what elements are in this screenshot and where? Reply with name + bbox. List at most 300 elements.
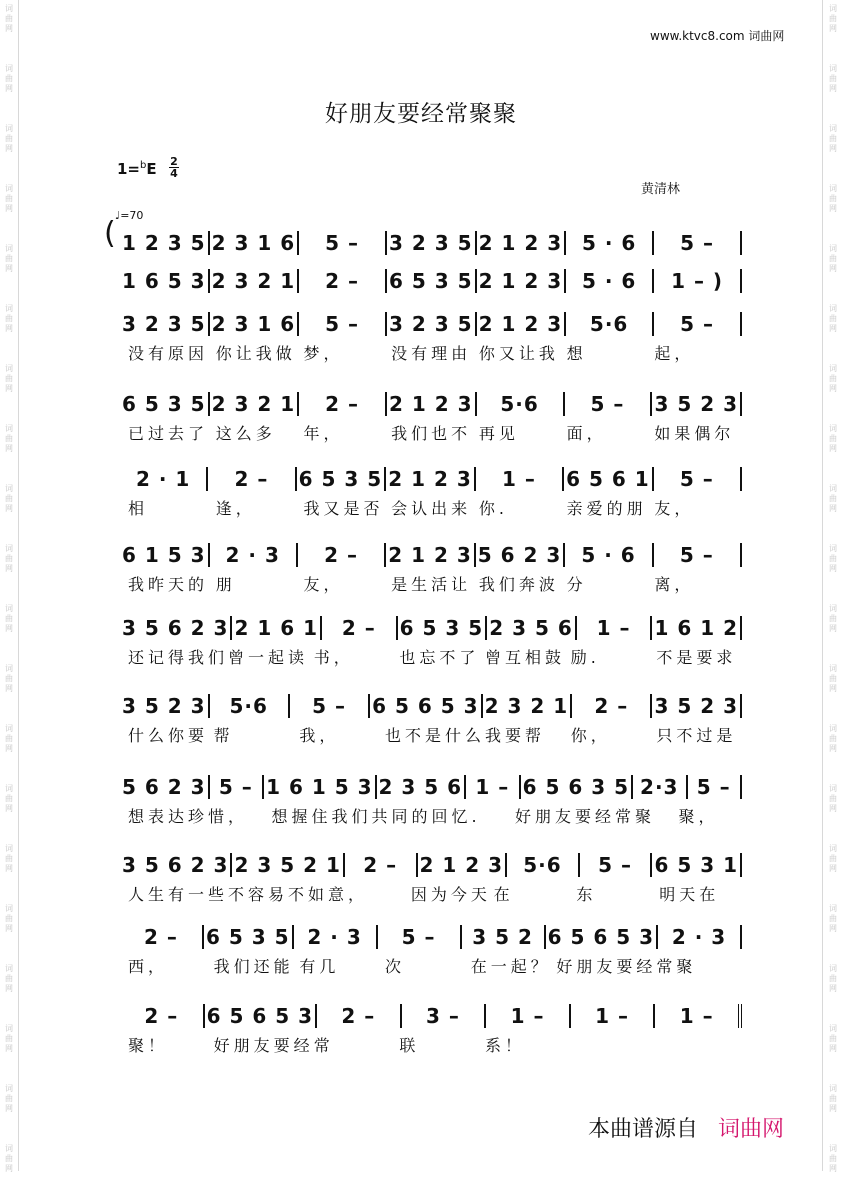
watermark-group bbox=[826, 1140, 840, 1200]
watermark-char: 曲 bbox=[829, 794, 837, 803]
measure: 2 3 1 6 bbox=[210, 312, 300, 336]
lyric-segment: 梦， bbox=[303, 344, 344, 363]
measure: 2 3 5 6 bbox=[487, 616, 577, 640]
lyric-segment: 友， bbox=[654, 499, 695, 518]
staff-row bbox=[0, 772, 842, 826]
lyric-segment: 也忘不了 bbox=[399, 648, 480, 667]
watermark-char: 曲 bbox=[5, 794, 13, 803]
watermark-char: 网 bbox=[5, 324, 13, 333]
watermark-char: 词 bbox=[829, 784, 837, 793]
key-prefix: 1= bbox=[117, 160, 141, 178]
watermark-char: 网 bbox=[5, 624, 13, 633]
measure: 5·6 bbox=[566, 312, 654, 336]
watermark-char: 曲 bbox=[5, 254, 13, 263]
watermark-char: 曲 bbox=[829, 554, 837, 563]
lyric-line bbox=[128, 341, 742, 364]
watermark-char: 词 bbox=[5, 4, 13, 13]
lyric-segment: 忆. bbox=[451, 807, 481, 826]
watermark-char: 曲 bbox=[5, 74, 13, 83]
time-bottom: 4 bbox=[170, 167, 178, 180]
measure: 5 – bbox=[290, 694, 370, 718]
measure: 1 – bbox=[486, 1004, 571, 1028]
watermark-char: 曲 bbox=[829, 734, 837, 743]
measure: 5 – bbox=[565, 392, 653, 416]
lyric-segment: 会认出来 bbox=[391, 499, 472, 518]
measure: 5 · 6 bbox=[566, 231, 654, 255]
intro-open-paren: ( bbox=[104, 216, 116, 251]
lyric-segment: 什么你要 bbox=[128, 726, 209, 745]
watermark-char: 曲 bbox=[5, 14, 13, 23]
notes-line bbox=[120, 691, 742, 721]
watermark-char: 词 bbox=[829, 544, 837, 553]
watermark-char: 词 bbox=[829, 244, 837, 253]
watermark-char: 网 bbox=[5, 144, 13, 153]
measure: 2·3 bbox=[633, 775, 688, 799]
lyric-segment: 聚！ bbox=[128, 1036, 169, 1055]
notes-line bbox=[120, 266, 742, 296]
site-name[interactable]: 词曲网 bbox=[748, 29, 785, 43]
staff-row bbox=[0, 1001, 842, 1055]
lyric-segment: 友， bbox=[303, 575, 344, 594]
lyric-line bbox=[128, 723, 742, 746]
watermark-group bbox=[2, 0, 16, 60]
measure: 1 – bbox=[476, 467, 564, 491]
lyric-line bbox=[128, 882, 742, 905]
measure: 5 · 6 bbox=[566, 269, 654, 293]
lyric-segment: 亲爱的朋 bbox=[566, 499, 647, 518]
lyric-segment: 帮 bbox=[213, 726, 234, 745]
measure: 5 6 2 3 bbox=[476, 543, 566, 567]
measure: 6 5 3 5 bbox=[204, 925, 294, 949]
lyric-segment: 明天在 bbox=[659, 885, 720, 904]
lyric-segment: 我昨天的 bbox=[128, 575, 209, 594]
watermark-char: 网 bbox=[5, 984, 13, 993]
lyric-segment: 你又让我 bbox=[478, 344, 559, 363]
watermark-char: 曲 bbox=[5, 1094, 13, 1103]
staff-row bbox=[0, 266, 842, 312]
watermark-char: 曲 bbox=[5, 614, 13, 623]
measure: 2 – bbox=[322, 616, 398, 640]
lyric-segment: 没有原因 bbox=[128, 344, 209, 363]
measure: 2 · 3 bbox=[658, 925, 742, 949]
staff-row bbox=[0, 850, 842, 904]
watermark-char: 词 bbox=[829, 964, 837, 973]
lyric-segment: 只不过是 bbox=[656, 726, 737, 745]
watermark-char: 曲 bbox=[5, 914, 13, 923]
watermark-char: 网 bbox=[5, 384, 13, 393]
watermark-char: 网 bbox=[5, 1104, 13, 1113]
measure: 2 – bbox=[120, 1004, 205, 1028]
watermark-char: 词 bbox=[5, 364, 13, 373]
measure: 3 2 3 5 bbox=[387, 231, 477, 255]
measure: 5 – bbox=[654, 312, 742, 336]
measure: 2 3 5 2 1 bbox=[232, 853, 344, 877]
lyric-segment: 次 bbox=[385, 957, 406, 976]
measure: 3 5 6 2 3 bbox=[120, 616, 232, 640]
notes-line bbox=[120, 850, 742, 880]
watermark-char: 曲 bbox=[5, 1154, 13, 1163]
measure: 2 1 2 3 bbox=[386, 543, 476, 567]
watermark-char: 词 bbox=[5, 124, 13, 133]
measure: 2 3 2 1 bbox=[210, 269, 300, 293]
measure: 6 5 6 5 3 bbox=[546, 925, 658, 949]
measure: 2 1 2 3 bbox=[477, 231, 567, 255]
lyric-segment: 我们奔波 bbox=[478, 575, 559, 594]
measure: 5 – bbox=[654, 231, 742, 255]
measure: 2 1 2 3 bbox=[386, 467, 476, 491]
watermark-char: 网 bbox=[5, 264, 13, 273]
source-brand[interactable]: 词曲网 bbox=[718, 1117, 785, 1142]
time-top: 2 bbox=[170, 155, 178, 168]
watermark-group bbox=[2, 1080, 16, 1140]
lyric-segment: 共同的回 bbox=[371, 807, 452, 826]
lyric-segment: 想握住我们 bbox=[271, 807, 372, 826]
measure: 5 – bbox=[688, 775, 743, 799]
time-signature bbox=[169, 156, 179, 179]
measure: 3 5 2 3 bbox=[120, 694, 210, 718]
watermark-char: 曲 bbox=[5, 494, 13, 503]
lyric-segment: 联 bbox=[399, 1036, 420, 1055]
lyric-segment: 好朋友要经 bbox=[213, 1036, 314, 1055]
notes-line bbox=[120, 389, 742, 419]
watermark-char: 词 bbox=[5, 304, 13, 313]
measure: 2 1 2 3 bbox=[477, 269, 567, 293]
watermark-char: 词 bbox=[829, 484, 837, 493]
lyric-segment: 面， bbox=[566, 424, 607, 443]
watermark-char: 词 bbox=[5, 664, 13, 673]
watermark-char: 网 bbox=[5, 444, 13, 453]
lyric-line bbox=[128, 804, 742, 827]
lyric-segment: 逢， bbox=[215, 499, 256, 518]
watermark-char: 曲 bbox=[5, 854, 13, 863]
watermark-char: 网 bbox=[829, 324, 837, 333]
measure: 5·6 bbox=[477, 392, 565, 416]
watermark-char: 网 bbox=[829, 1044, 837, 1053]
watermark-char: 曲 bbox=[829, 494, 837, 503]
tempo-mark: ♩=70 bbox=[115, 209, 144, 222]
watermark-char: 词 bbox=[5, 1144, 13, 1153]
lyric-line bbox=[128, 1033, 742, 1056]
measure: 2 – bbox=[299, 392, 387, 416]
watermark-char: 词 bbox=[5, 424, 13, 433]
watermark-group bbox=[2, 120, 16, 180]
watermark-char: 曲 bbox=[5, 974, 13, 983]
measure: 2 · 1 bbox=[120, 467, 208, 491]
lyric-segment: 意， bbox=[328, 885, 369, 904]
watermark-char: 曲 bbox=[829, 314, 837, 323]
watermark-char: 曲 bbox=[829, 74, 837, 83]
measure: 6 5 6 5 3 bbox=[205, 1004, 317, 1028]
lyric-segment: 你， bbox=[570, 726, 611, 745]
lyric-segment: 系！ bbox=[485, 1036, 526, 1055]
measure: 5 – bbox=[378, 925, 462, 949]
staff-row bbox=[0, 389, 842, 443]
measure: 6 5 3 5 bbox=[398, 616, 488, 640]
measure: 1 6 1 2 bbox=[652, 616, 742, 640]
staff-row bbox=[0, 691, 842, 745]
notes-line bbox=[120, 1001, 742, 1031]
measure: 2 1 6 1 bbox=[232, 616, 322, 640]
measure: 1 – bbox=[466, 775, 521, 799]
measure: 2 – bbox=[572, 694, 652, 718]
watermark-char: 词 bbox=[5, 844, 13, 853]
watermark-char: 词 bbox=[5, 724, 13, 733]
watermark-char: 曲 bbox=[5, 734, 13, 743]
measure: 3 – bbox=[402, 1004, 487, 1028]
lyric-segment bbox=[571, 1033, 657, 1056]
watermark-char: 曲 bbox=[5, 554, 13, 563]
watermark-char: 曲 bbox=[829, 854, 837, 863]
lyric-segment: 起， bbox=[654, 344, 695, 363]
watermark-char: 曲 bbox=[829, 674, 837, 683]
watermark-char: 曲 bbox=[5, 134, 13, 143]
watermark-char: 词 bbox=[5, 184, 13, 193]
measure: 2 3 2 1 bbox=[483, 694, 573, 718]
watermark-char: 曲 bbox=[5, 1034, 13, 1043]
watermark-char: 网 bbox=[829, 984, 837, 993]
measure: 2 1 2 3 bbox=[418, 853, 508, 877]
measure: 5 – bbox=[580, 853, 653, 877]
watermark-char: 词 bbox=[5, 964, 13, 973]
lyric-line bbox=[128, 496, 742, 519]
watermark-char: 网 bbox=[5, 504, 13, 513]
lyric-segment: 因为今天 bbox=[410, 885, 491, 904]
flat-sign: b bbox=[140, 160, 147, 171]
measure: 2 3 1 6 bbox=[210, 231, 300, 255]
lyric-segment: 书， bbox=[313, 648, 354, 667]
watermark-char: 网 bbox=[5, 924, 13, 933]
watermark-char: 网 bbox=[829, 1164, 837, 1173]
lyric-segment: 在一起？ bbox=[470, 957, 551, 976]
lyric-segment: 我又是否 bbox=[303, 499, 384, 518]
watermark-char: 网 bbox=[829, 504, 837, 513]
staff-row bbox=[0, 613, 842, 667]
lyric-segment: 东 bbox=[576, 885, 597, 904]
lyric-segment: 好朋友要经 bbox=[556, 957, 657, 976]
lyric-segment: 惜， bbox=[208, 807, 249, 826]
measure: 1 – ) bbox=[654, 269, 742, 293]
measure: 2 · 3 bbox=[210, 543, 298, 567]
measure: 1 – bbox=[577, 616, 653, 640]
lyric-segment: 也不是什么 bbox=[385, 726, 486, 745]
lyric-segment: 如果偶尔 bbox=[654, 424, 735, 443]
source-label: 本曲谱源自 bbox=[588, 1117, 699, 1142]
measure: 1 – bbox=[571, 1004, 656, 1028]
watermark-char: 网 bbox=[5, 1164, 13, 1173]
watermark-char: 网 bbox=[5, 684, 13, 693]
lyric-segment: 不容易不如 bbox=[228, 885, 329, 904]
watermark-char: 词 bbox=[829, 664, 837, 673]
lyric-segment: 曾一起读 bbox=[228, 648, 309, 667]
measure: 3 5 6 2 3 bbox=[120, 853, 232, 877]
lyric-segment: 好朋友要经 bbox=[515, 807, 616, 826]
watermark-char: 词 bbox=[5, 904, 13, 913]
measure: 2 1 2 3 bbox=[477, 312, 567, 336]
measure: 2 – bbox=[208, 467, 296, 491]
measure: 1 6 5 3 bbox=[120, 269, 210, 293]
notes-line bbox=[120, 922, 742, 952]
measure: 3 5 2 3 bbox=[652, 392, 742, 416]
watermark-char: 网 bbox=[5, 1044, 13, 1053]
notes-line bbox=[120, 540, 742, 570]
measure: 2 · 3 bbox=[294, 925, 378, 949]
watermark-char: 网 bbox=[5, 744, 13, 753]
lyric-segment: 不是要求 bbox=[656, 648, 737, 667]
watermark-char: 网 bbox=[829, 744, 837, 753]
watermark-char: 网 bbox=[829, 624, 837, 633]
watermark-char: 曲 bbox=[829, 434, 837, 443]
measure: 6 5 3 1 bbox=[652, 853, 742, 877]
lyric-line bbox=[128, 421, 742, 444]
watermark-char: 网 bbox=[829, 144, 837, 153]
measure: 5 – bbox=[299, 231, 387, 255]
watermark-char: 词 bbox=[5, 64, 13, 73]
lyric-segment: 曾互相鼓 bbox=[485, 648, 566, 667]
measure: 5·6 bbox=[210, 694, 290, 718]
measure: 2 – bbox=[298, 543, 386, 567]
watermark-char: 词 bbox=[829, 724, 837, 733]
lyric-segment: 常聚 bbox=[656, 957, 697, 976]
lyric-segment: 你让我做 bbox=[215, 344, 296, 363]
measure: 6 1 5 3 bbox=[120, 543, 210, 567]
watermark-char: 网 bbox=[829, 684, 837, 693]
key-note: E bbox=[146, 160, 157, 178]
lyric-segment: 常聚 bbox=[615, 807, 656, 826]
watermark-char: 网 bbox=[5, 24, 13, 33]
watermark-char: 曲 bbox=[829, 374, 837, 383]
watermark-char: 曲 bbox=[829, 254, 837, 263]
measure: 5 – bbox=[654, 543, 742, 567]
measure: 5 – bbox=[210, 775, 265, 799]
watermark-group bbox=[826, 1080, 840, 1140]
watermark-char: 网 bbox=[5, 804, 13, 813]
watermark-char: 词 bbox=[829, 424, 837, 433]
lyric-segment: 朋 bbox=[215, 575, 236, 594]
lyric-segment: 人生有一些 bbox=[128, 885, 229, 904]
watermark-char: 曲 bbox=[5, 314, 13, 323]
watermark-char: 词 bbox=[829, 4, 837, 13]
lyric-segment bbox=[656, 1033, 742, 1056]
watermark-char: 词 bbox=[5, 244, 13, 253]
measure: 3 5 2 bbox=[462, 925, 546, 949]
key-signature bbox=[117, 160, 157, 178]
measure: 2 – bbox=[120, 925, 204, 949]
watermark-char: 词 bbox=[829, 364, 837, 373]
watermark-char: 网 bbox=[829, 864, 837, 873]
watermark-char: 词 bbox=[5, 484, 13, 493]
watermark-char: 词 bbox=[5, 1024, 13, 1033]
measure: 6 5 6 1 bbox=[564, 467, 654, 491]
site-header bbox=[650, 27, 784, 44]
staff-row bbox=[0, 309, 842, 363]
watermark-char: 网 bbox=[5, 204, 13, 213]
watermark-char: 词 bbox=[5, 784, 13, 793]
lyric-segment: 已过去了 bbox=[128, 424, 209, 443]
measure: 5 – bbox=[299, 312, 387, 336]
measure: 6 5 3 5 bbox=[120, 392, 210, 416]
lyric-segment: 我， bbox=[299, 726, 340, 745]
watermark-char: 网 bbox=[829, 444, 837, 453]
lyric-segment: 你. bbox=[478, 499, 508, 518]
measure: 5·6 bbox=[507, 853, 580, 877]
notes-line bbox=[120, 228, 742, 258]
watermark-char: 网 bbox=[5, 864, 13, 873]
watermark-char: 曲 bbox=[829, 914, 837, 923]
lyric-segment: 是生活让 bbox=[391, 575, 472, 594]
composer: 黄清林 bbox=[641, 182, 681, 197]
lyric-segment: 这么多 bbox=[215, 424, 276, 443]
lyric-segment: 在 bbox=[493, 885, 514, 904]
watermark-char: 网 bbox=[829, 84, 837, 93]
measure: 5 · 6 bbox=[565, 543, 653, 567]
watermark-char: 词 bbox=[5, 1084, 13, 1093]
watermark-char: 词 bbox=[829, 1144, 837, 1153]
measure: 6 5 6 3 5 bbox=[521, 775, 633, 799]
measure: 3 2 3 5 bbox=[387, 312, 477, 336]
notes-line bbox=[120, 309, 742, 339]
lyric-line bbox=[128, 645, 742, 668]
watermark-char: 曲 bbox=[5, 194, 13, 203]
watermark-char: 网 bbox=[829, 204, 837, 213]
measure: 5 6 2 3 bbox=[120, 775, 210, 799]
measure: 6 5 3 5 bbox=[387, 269, 477, 293]
watermark-char: 曲 bbox=[829, 1154, 837, 1163]
watermark-char: 曲 bbox=[829, 194, 837, 203]
measure: 2 1 2 3 bbox=[387, 392, 477, 416]
watermark-char: 曲 bbox=[829, 1034, 837, 1043]
measure: 6 5 3 5 bbox=[297, 467, 387, 491]
lyric-segment: 我要帮 bbox=[485, 726, 546, 745]
watermark-char: 词 bbox=[829, 844, 837, 853]
lyric-segment: 没有理由 bbox=[391, 344, 472, 363]
watermark-char: 曲 bbox=[829, 614, 837, 623]
lyric-line bbox=[128, 572, 742, 595]
watermark-group bbox=[826, 120, 840, 180]
lyric-segment: 分 bbox=[566, 575, 587, 594]
notes-line bbox=[120, 613, 742, 643]
watermark-char: 词 bbox=[829, 304, 837, 313]
measure: 2 – bbox=[317, 1004, 402, 1028]
lyric-segment: 常 bbox=[313, 1036, 334, 1055]
site-url[interactable]: www.ktvc8.com bbox=[650, 29, 745, 43]
watermark-char: 网 bbox=[829, 384, 837, 393]
lyric-segment: 相 bbox=[128, 499, 149, 518]
staff-row bbox=[0, 464, 842, 518]
measure: 2 – bbox=[299, 269, 387, 293]
watermark-char: 曲 bbox=[829, 14, 837, 23]
measure: 1 – bbox=[655, 1004, 742, 1028]
source-footer bbox=[588, 1112, 784, 1143]
watermark-char: 曲 bbox=[5, 434, 13, 443]
lyric-segment: 有几 bbox=[299, 957, 340, 976]
watermark-char: 网 bbox=[829, 264, 837, 273]
watermark-char: 曲 bbox=[829, 974, 837, 983]
watermark-char: 词 bbox=[829, 904, 837, 913]
watermark-char: 网 bbox=[829, 924, 837, 933]
measure: 3 2 3 5 bbox=[120, 312, 210, 336]
notes-line bbox=[120, 772, 742, 802]
watermark-char: 词 bbox=[5, 604, 13, 613]
watermark-char: 网 bbox=[829, 804, 837, 813]
lyric-segment: 想表达珍 bbox=[128, 807, 209, 826]
watermark-char: 词 bbox=[829, 184, 837, 193]
lyric-line bbox=[128, 954, 742, 977]
watermark-group bbox=[826, 0, 840, 60]
watermark-char: 网 bbox=[5, 564, 13, 573]
measure: 5 – bbox=[654, 467, 742, 491]
lyric-segment: 我们也不 bbox=[391, 424, 472, 443]
lyric-segment: 年， bbox=[303, 424, 344, 443]
